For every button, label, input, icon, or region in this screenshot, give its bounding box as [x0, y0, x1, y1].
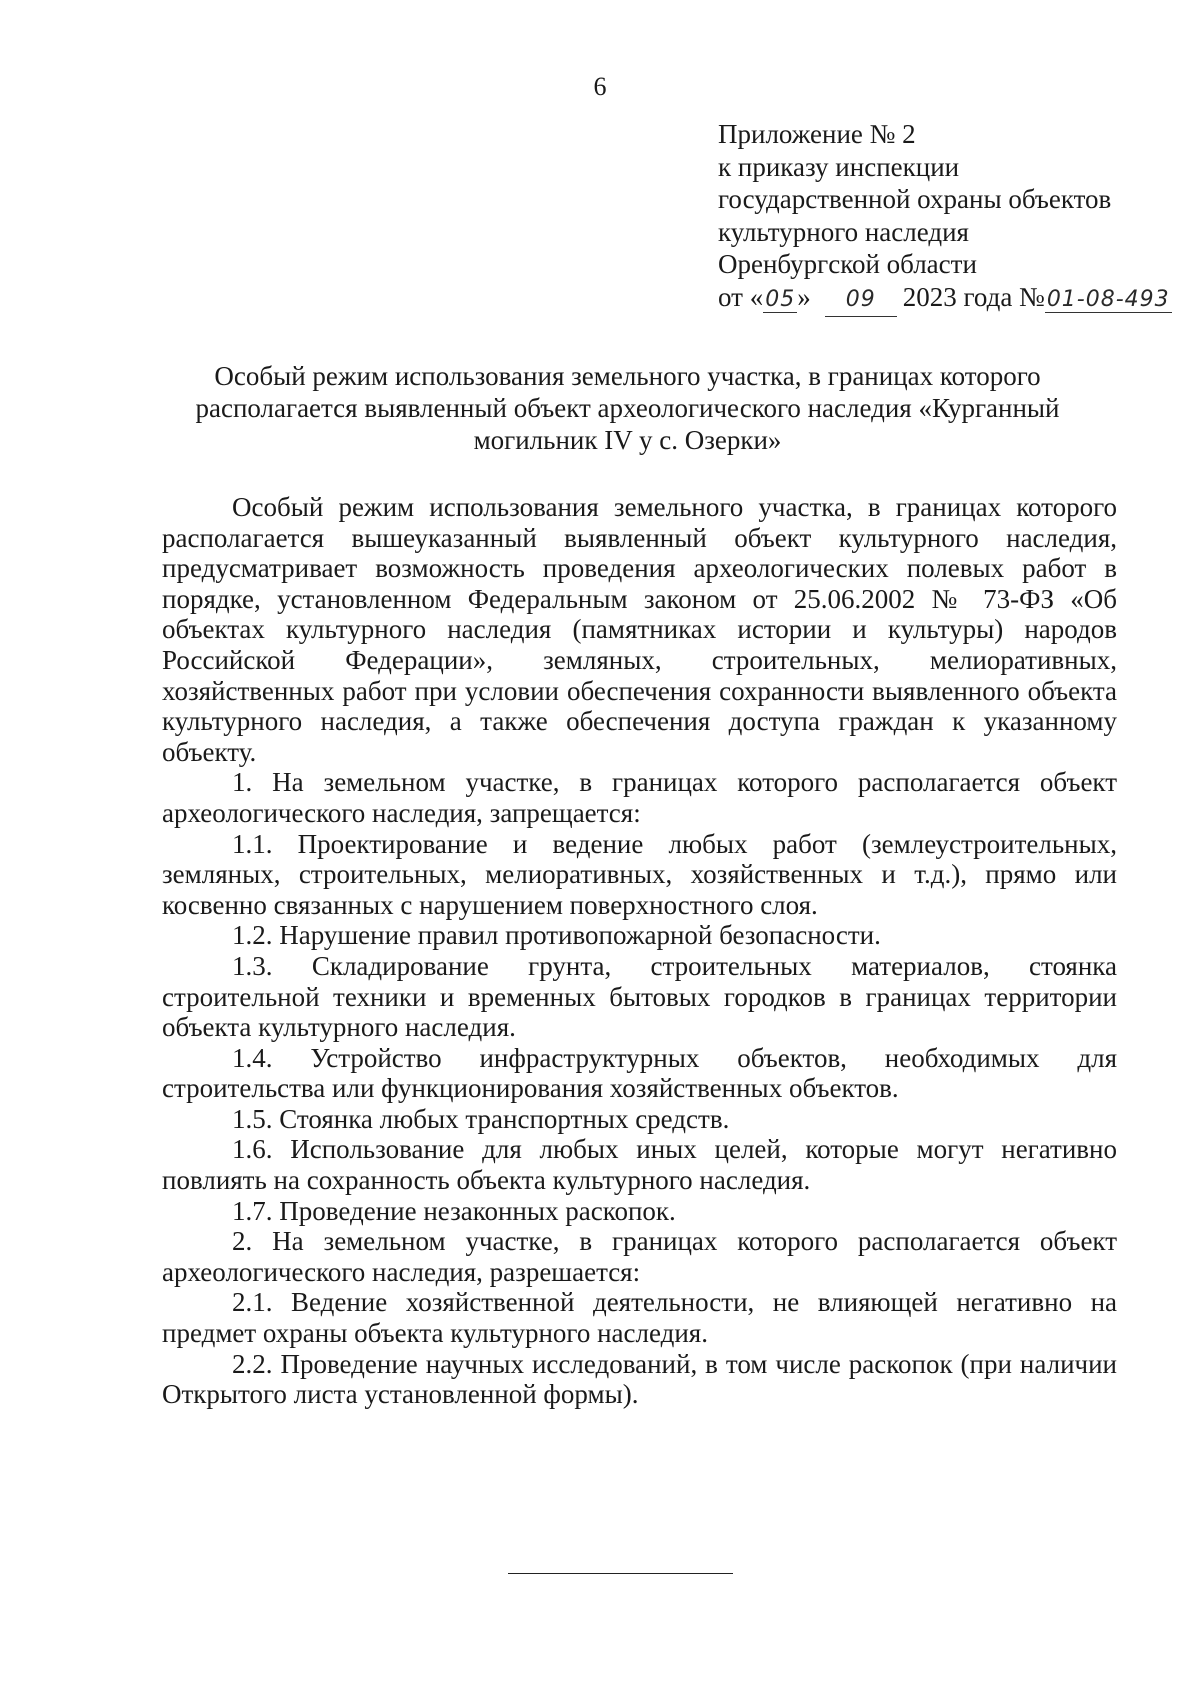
document-body [162, 492, 1117, 1410]
paragraph: 1.4. Устройство инфраструктурных объектов, необходимых для строительства или функционирования хозяйственных объектов. [162, 1042, 1117, 1104]
paragraph: 2.2. Проведение научных исследований, в том числе раскопок (при наличии Открытого листа установленной формы). [162, 1348, 1117, 1410]
appendix-line: к приказу инспекции [718, 151, 960, 182]
paragraph: 1.6. Использование для любых иных целей, которые могут негативно повлиять на сохранность объекта культурного наследия. [162, 1134, 1117, 1196]
appendix-line: Оренбургской области [718, 249, 977, 279]
appendix-line: культурного наследия [718, 216, 969, 247]
paragraph: 1.1. Проектирование и ведение любых работ (землеустроительных, земляных, строительных, мелиоративных, хозяйственных и т.д.), прямо или косвенно связанных с нарушением поверхностного слоя. [162, 828, 1117, 920]
appendix-header [718, 118, 1172, 317]
date-prefix: от « [718, 281, 764, 312]
handwritten-order-number: 01-08-493 [1046, 286, 1170, 312]
paragraph: 1.5. Стоянка любых транспортных средств. [232, 1103, 730, 1134]
paragraph: 1.2. Нарушение правил противопожарной безопасности. [232, 920, 881, 951]
handwritten-month: 09 [825, 284, 897, 318]
handwritten-day: 05 [765, 286, 796, 312]
appendix-line: государственной охраны объектов [718, 184, 1112, 214]
document-title: Особый режим использования земельного участка, в границах которого располагается выявленный объект археологического наследия «Курганный могильник IV у с. Озерки» [195, 361, 1060, 455]
end-separator-line [508, 1573, 733, 1574]
appendix-line: Приложение № 2 [718, 119, 916, 149]
page-number: 6 [593, 72, 607, 101]
paragraph: 2. На земельном участке, в границах которого располагается объект археологического наследия, разрешается: [162, 1226, 1117, 1287]
paragraph: 1.3. Складирование грунта, строительных материалов, стоянка строительной техники и временных бытовых городков в границах территории объекта культурного наследия. [162, 950, 1117, 1043]
date-mid: » [797, 281, 811, 312]
paragraph: 1. На земельном участке, в границах которого располагается объект археологического наследия, запрещается: [162, 767, 1117, 828]
appendix-date-line [718, 281, 1172, 318]
paragraph: 2.1. Ведение хозяйственной деятельности, не влияющей негативно на предмет охраны объекта культурного наследия. [162, 1287, 1117, 1349]
paragraph: Особый режим использования земельного участка, в границах которого располагается вышеуказанный выявленный объект культурного наследия, предусматривает возможность проведения археологических полевых работ в порядке, установленном Федеральным законом от 25.06.2002 № 73-ФЗ «Об объектах культурного наследия (памятниках истории и культуры) народов Российской Федерации», земляных, строительных, мелиоративных, хозяйственных работ при условии обеспечения сохранности выявленного объекта культурного наследия, а также обеспечения доступа граждан к указанному объекту. [162, 492, 1117, 767]
paragraph: 1.7. Проведение незаконных раскопок. [232, 1195, 676, 1226]
date-year: 2023 года № [902, 281, 1045, 312]
